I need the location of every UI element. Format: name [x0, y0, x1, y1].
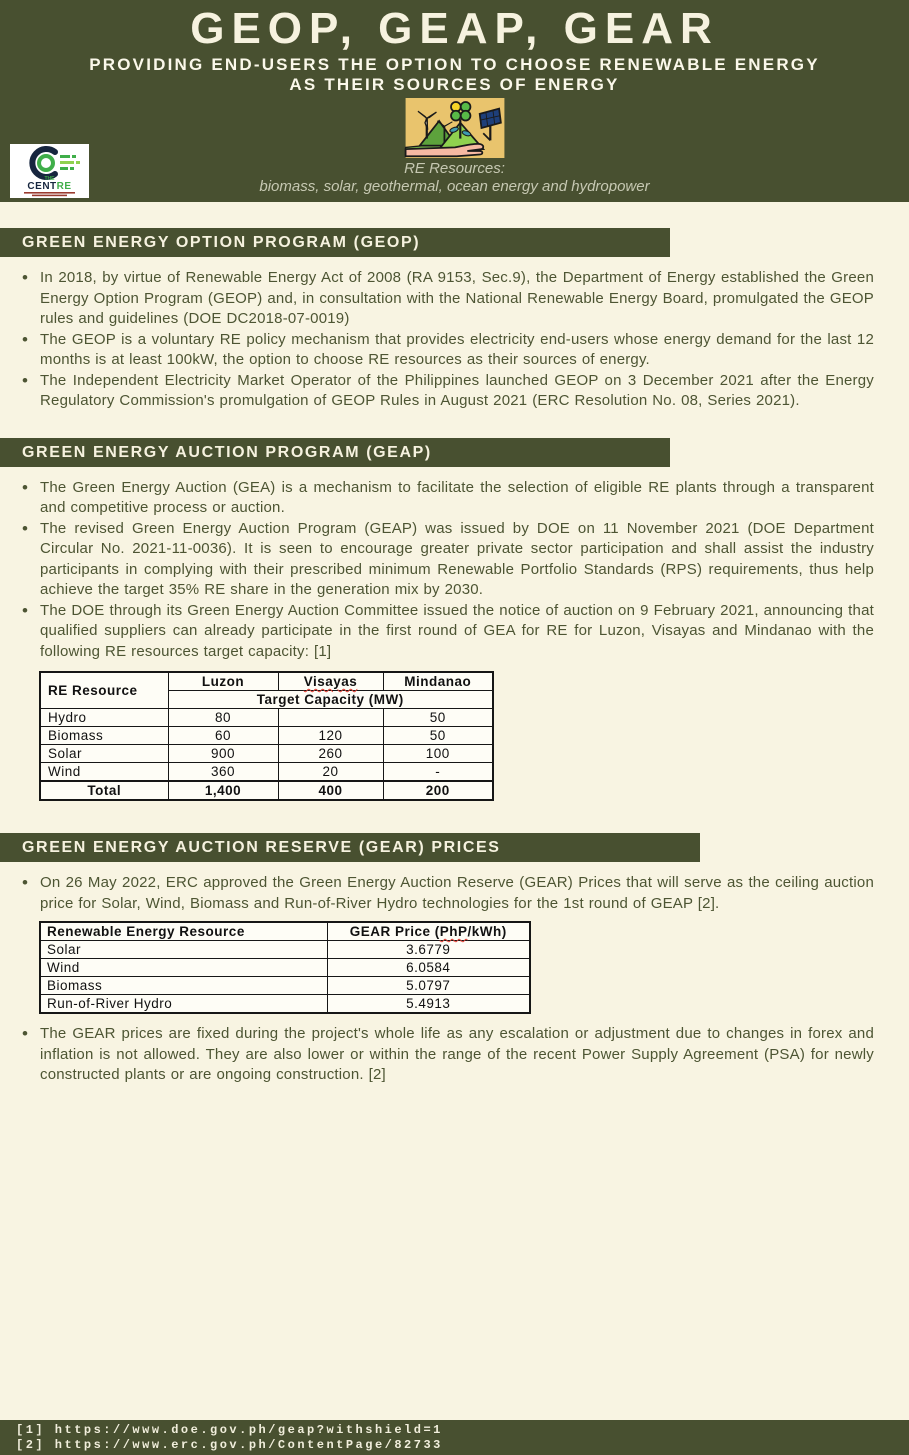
gear-resource: Wind: [40, 959, 327, 977]
capacity-resource: Wind: [40, 763, 168, 782]
capacity-value: 260: [278, 745, 383, 763]
svg-text:CENTRE: [27, 181, 71, 192]
gear-bullet-list-top: [20, 873, 874, 914]
gear-price: 6.0584: [327, 959, 530, 977]
logo-tagline-line: [24, 192, 75, 194]
capacity-value: [278, 709, 383, 727]
gear-bullet-list-bottom: [20, 1024, 874, 1086]
table-row: [40, 727, 493, 745]
gear-bullet-1: • On 26 May 2022, ERC approved the Green Energy Auction Reserve (GEAR) Prices that will serve as the ceiling auction price for Solar, Wind, Biomass and Run-of-River Hydro technologies for the 1st round of GEAP [2].: [20, 873, 874, 914]
subtitle-line-1: PROVIDING END-USERS THE OPTION TO CHOOSE RENEWABLE ENERGY: [89, 55, 820, 74]
table-row: [40, 959, 530, 977]
capacity-value: 100: [383, 745, 493, 763]
capacity-total-label: Total: [40, 781, 168, 800]
centre-logo: [10, 144, 89, 198]
capacity-value: 60: [168, 727, 278, 745]
re-resources-caption: [0, 160, 909, 196]
geop-bullet-2: • The GEOP is a voluntary RE policy mechanism that provides electricity end-users whose energy demand for the last 12 months is at least 100kW, the option to choose RE resources as their sources of energy.: [20, 330, 874, 371]
capacity-row-header-cell: RE Resource: [40, 672, 168, 709]
capacity-value: 50: [383, 709, 493, 727]
capacity-value: 80: [168, 709, 278, 727]
gear-resource: Solar: [40, 941, 327, 959]
section-heading-gear: [0, 833, 700, 862]
section-heading-geop-label: GREEN ENERGY OPTION PROGRAM (GEOP): [22, 234, 421, 251]
gear-col2-header: GEAR Price (PhP/kWh): [327, 922, 530, 941]
gear-price: 3.6779: [327, 941, 530, 959]
capacity-total-value: 200: [383, 781, 493, 800]
capacity-value: 120: [278, 727, 383, 745]
section-heading-geop: [0, 228, 670, 257]
gear-price-table: [39, 921, 531, 1014]
capacity-region-luzon: Luzon: [168, 672, 278, 691]
geap-bullet-3: • The DOE through its Green Energy Auction Committee issued the notice of auction on 9 February 2021, announcing that qualified suppliers can already participate in the first round of GEA for RE for Luzon, Visayas and Mindanao with the following RE resources target capacity: [1]: [20, 601, 874, 663]
footer-references: [0, 1420, 909, 1455]
capacity-resource: Hydro: [40, 709, 168, 727]
capacity-resource: Solar: [40, 745, 168, 763]
geap-bullet-1: • The Green Energy Auction (GEA) is a mechanism to facilitate the selection of eligible RE plants through a transparent and competitive process or auction.: [20, 478, 874, 519]
section-heading-geap: [0, 438, 670, 467]
table-row: [40, 977, 530, 995]
geop-bullet-list: [20, 268, 874, 412]
gear-col1-header: Renewable Energy Resource: [40, 922, 327, 941]
table-row: [40, 745, 493, 763]
geap-bullet-2: • The revised Green Energy Auction Program (GEAP) was issued by DOE on 11 November 2021 (DOE Department Circular No. 2021-11-0036). It is seen to encourage greater private sector participation and shall assist the industry participants in complying with their prescribed minimum Renewable Portfolio Standards (RPS) requirements, thus help achieve the target 35% RE share in the generation mix by 2030.: [20, 519, 874, 601]
page-subtitle: [0, 55, 909, 95]
reference-1: [1] https://www.doe.gov.ph/geap?withshield=1: [16, 1423, 443, 1437]
gear-resource: Biomass: [40, 977, 327, 995]
table-row: [40, 709, 493, 727]
reference-2: [2] https://www.erc.gov.ph/ContentPage/82733: [16, 1438, 443, 1452]
table-row: [40, 763, 493, 782]
caption-title: RE Resources:: [404, 160, 505, 177]
target-capacity-table: [39, 671, 494, 801]
capacity-region-visayas: Visayas: [278, 672, 383, 691]
gear-price: 5.0797: [327, 977, 530, 995]
header-banner: [0, 0, 909, 202]
subtitle-line-2: AS THEIR SOURCES OF ENERGY: [289, 75, 620, 94]
logo-name-accent: RE: [56, 181, 72, 192]
capacity-region-mindanao: Mindanao: [383, 672, 493, 691]
logo-tagline-line: [32, 195, 67, 197]
section-heading-geap-label: GREEN ENERGY AUCTION PROGRAM (GEAP): [22, 443, 432, 461]
logo-name-main: CENT: [27, 181, 57, 192]
caption-list: biomass, solar, geothermal, ocean energy and hydropower: [259, 178, 650, 195]
capacity-total-row: [40, 781, 493, 800]
gear-price: 5.4913: [327, 995, 530, 1014]
table-row: [40, 995, 530, 1014]
logo-the-text: THE: [44, 176, 55, 182]
page-title: GEOP, GEAP, GEAR: [190, 4, 719, 53]
capacity-value: 20: [278, 763, 383, 782]
renewables-drawing-icon: [402, 98, 508, 158]
geop-bullet-3: • The Independent Electricity Market Operator of the Philippines launched GEOP on 3 December 2021 after the Energy Regulatory Commission's promulgation of GEOP Rules in August 2021 (ERC Resolution No. 08, Series 2021).: [20, 371, 874, 412]
table-row: [40, 941, 530, 959]
capacity-value: -: [383, 763, 493, 782]
geop-bullet-1: • In 2018, by virtue of Renewable Energy Act of 2008 (RA 9153, Sec.9), the Department of Energy established the Green Energy Option Program (GEOP) and, in consultation with the National Renewable Energy Board, promulgated the GEOP rules and guidelines (DOE DC2018-07-0019): [20, 268, 874, 330]
capacity-value: 50: [383, 727, 493, 745]
centre-logo-icon: [10, 144, 89, 198]
capacity-value: 360: [168, 763, 278, 782]
re-resources-illustration: [402, 98, 508, 158]
gear-bullet-2: • The GEAR prices are fixed during the project's whole life as any escalation or adjustment due to changes in forex and inflation is not allowed. They are also lower or within the range of the recent Power Supply Agreement (PSA) for newly constructed plants or are ongoing construction. [2]: [20, 1024, 874, 1086]
capacity-span-header: Target Capacity (MW): [168, 691, 493, 709]
gear-resource: Run-of-River Hydro: [40, 995, 327, 1014]
table-row: [40, 922, 530, 941]
capacity-value: 900: [168, 745, 278, 763]
geap-bullet-list: [20, 478, 874, 663]
section-heading-gear-label: GREEN ENERGY AUCTION RESERVE (GEAR) PRICES: [22, 839, 501, 856]
capacity-total-value: 400: [278, 781, 383, 800]
table-row: [40, 672, 493, 691]
capacity-total-value: 1,400: [168, 781, 278, 800]
capacity-resource: Biomass: [40, 727, 168, 745]
